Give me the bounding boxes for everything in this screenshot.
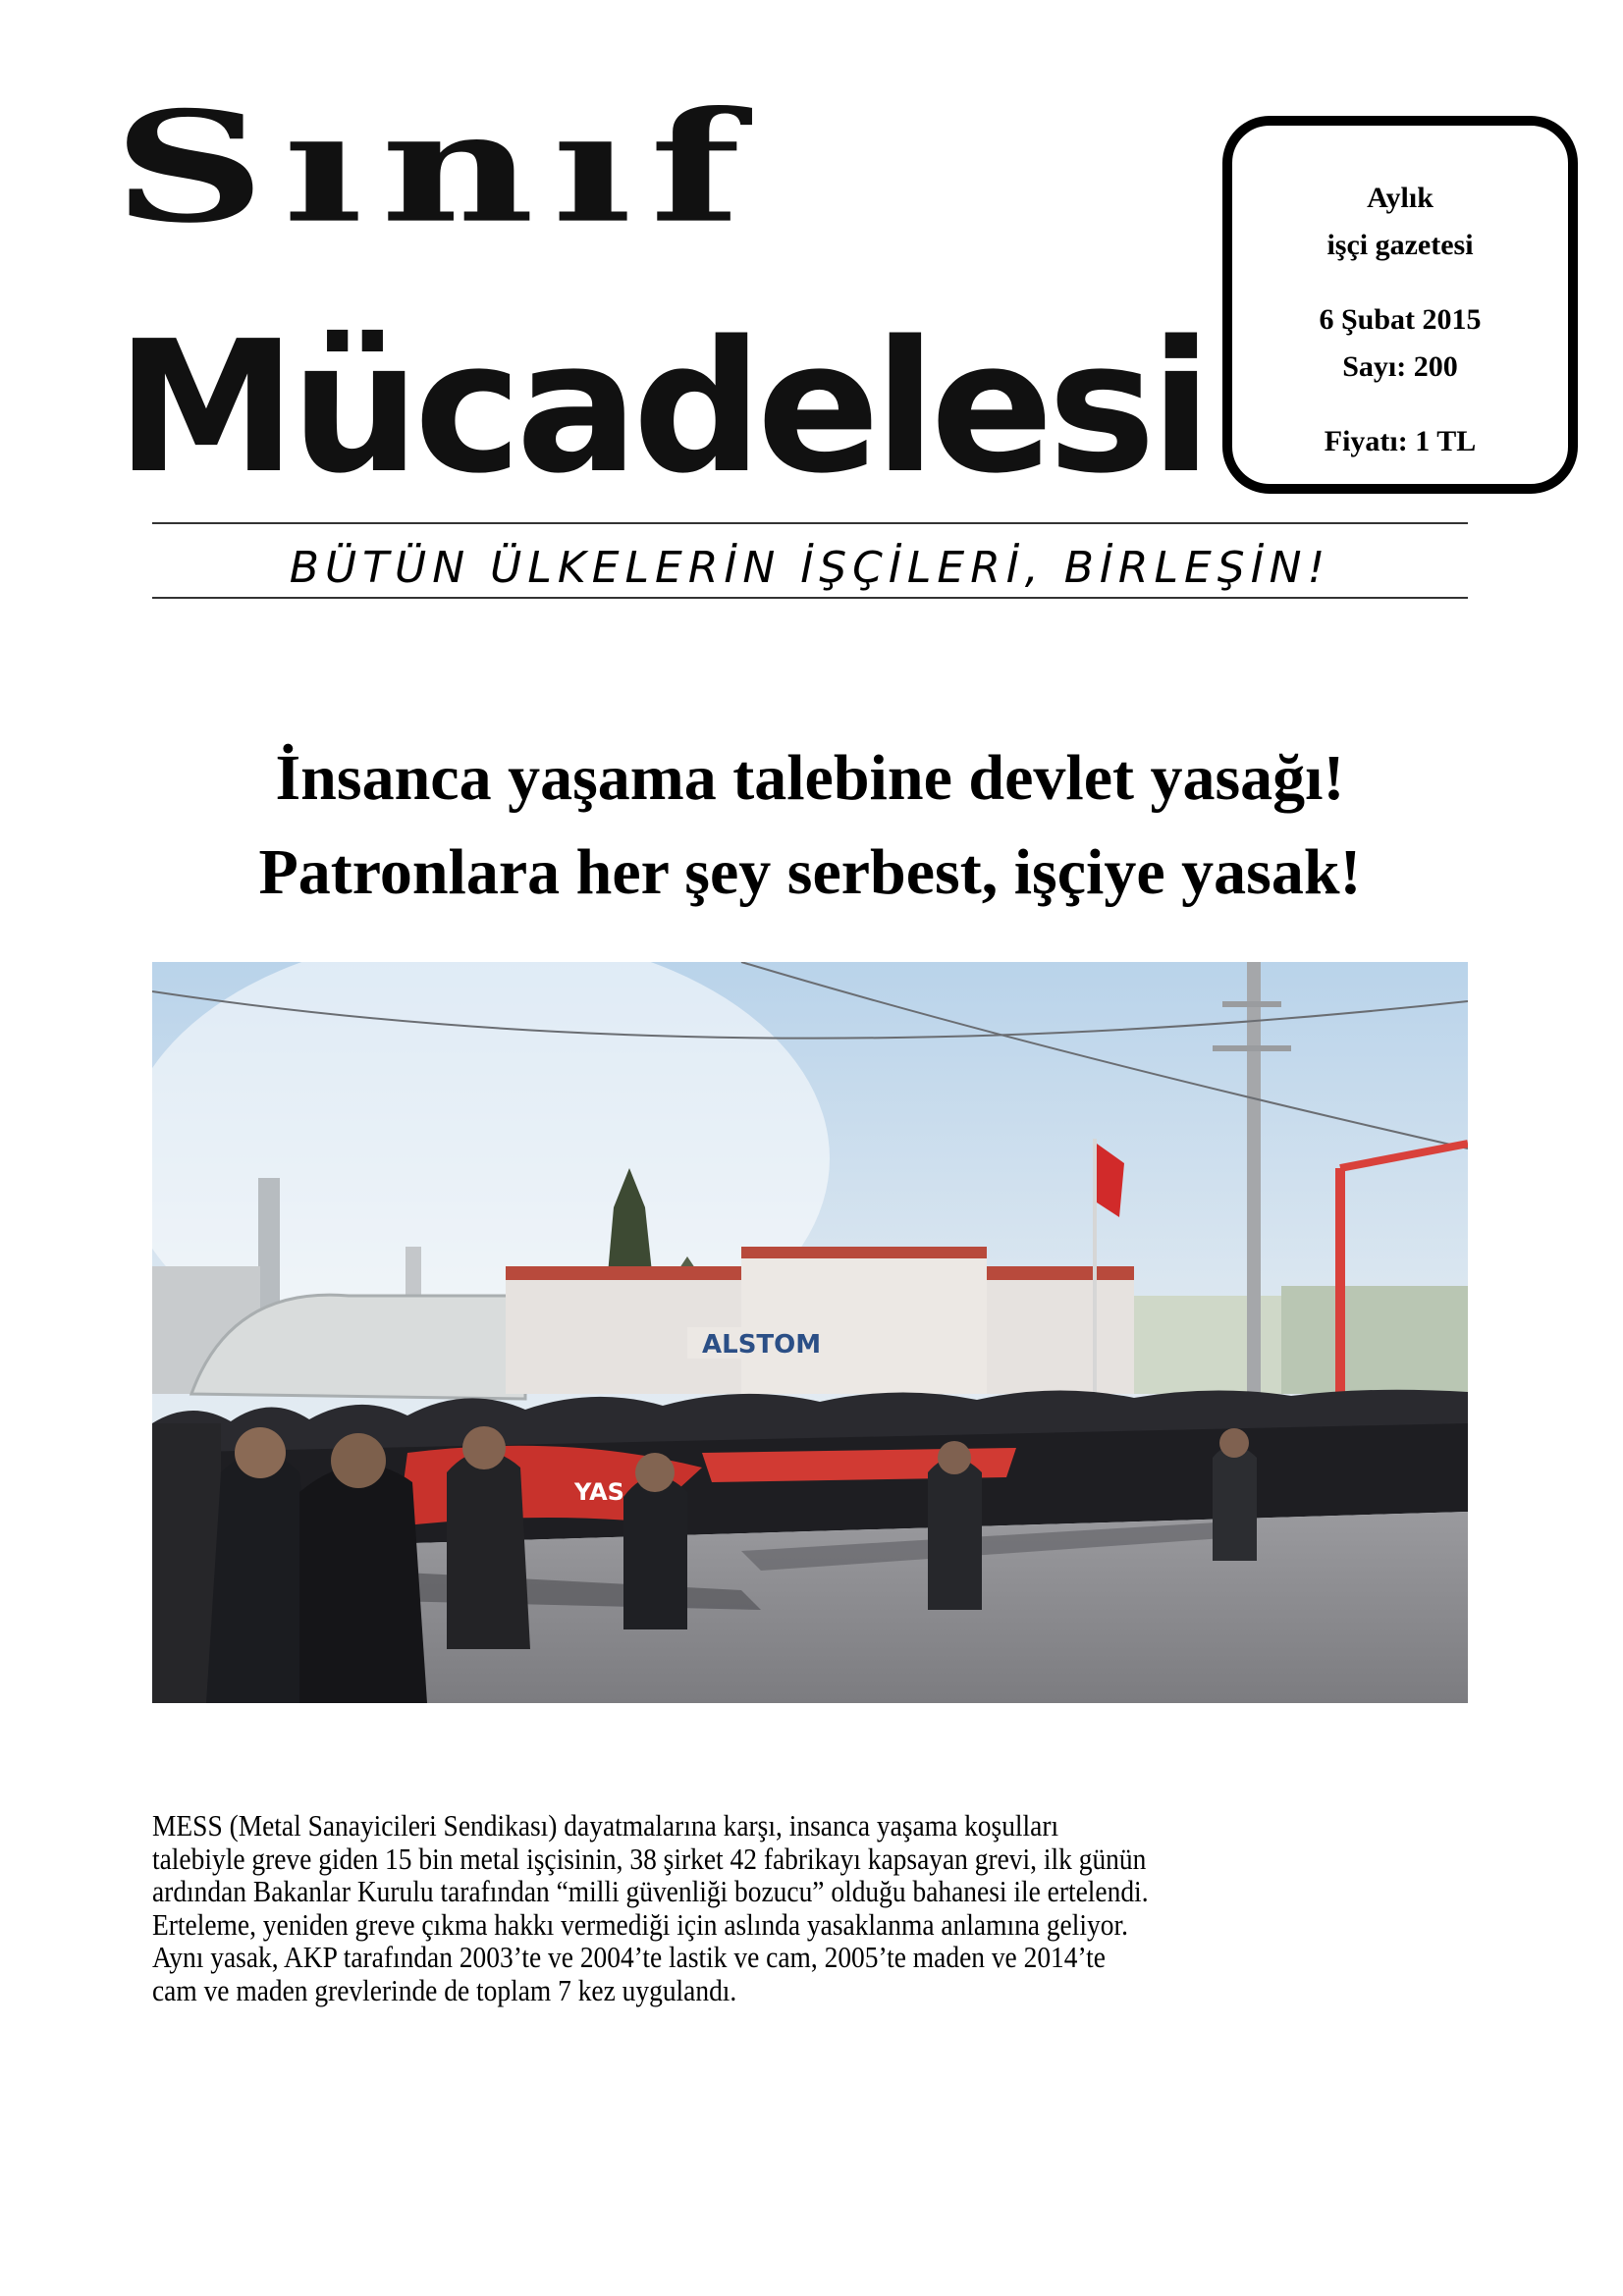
strike-photo xyxy=(152,962,1468,1703)
publication-type: Aylık xyxy=(1367,182,1434,214)
headline-line2: Patronlara her şey serbest, işçiye yasak! xyxy=(258,836,1362,908)
article-line: talebiyle greve giden 15 bin metal işçisinin, 38 şirket 42 fabrikayı kapsayan grevi, ilk günün xyxy=(152,1842,1147,1876)
masthead-title-line1: Sınıf xyxy=(113,78,759,257)
publication-subtitle: işçi gazetesi xyxy=(1326,229,1474,261)
issue-number: Sayı: 200 xyxy=(1342,350,1458,383)
slogan-bottom-rule xyxy=(152,597,1468,599)
banner-text: YAS xyxy=(574,1478,624,1506)
headline-line1: İnsanca yaşama talebine devlet yasağı! xyxy=(275,742,1345,814)
article-line: cam ve maden grevlerinde de toplam 7 kez uygulandı. xyxy=(152,1973,737,2007)
headline xyxy=(152,731,1468,920)
article-line: Aynı yasak, AKP tarafından 2003’te ve 2004’te lastik ve cam, 2005’te maden ve 2014’te xyxy=(152,1941,1106,1974)
building-sign: ALSTOM xyxy=(702,1330,822,1360)
article-line: Erteleme, yeniden greve çıkma hakkı vermediği için aslında yasaklanma anlamına geliyor. xyxy=(152,1907,1128,1942)
article-body xyxy=(152,1810,1336,2007)
article-line: ardından Bakanlar Kurulu tarafından “milli güvenliği bozucu” olduğu bahanesi ile ertelendi. xyxy=(152,1875,1149,1908)
issue-info-box xyxy=(1222,116,1578,494)
slogan: BÜTÜN ÜLKELERİN İŞÇİLERİ, BİRLEŞİN! xyxy=(289,543,1331,593)
slogan-top-rule xyxy=(152,522,1468,524)
issue-date: 6 Şubat 2015 xyxy=(1319,303,1482,336)
article-line: MESS (Metal Sanayicileri Sendikası) dayatmalarına karşı, insanca yaşama koşulları xyxy=(152,1809,1059,1842)
issue-price: Fiyatı: 1 TL xyxy=(1324,425,1477,457)
masthead-title-line2: Mücadelesi xyxy=(116,301,1207,513)
